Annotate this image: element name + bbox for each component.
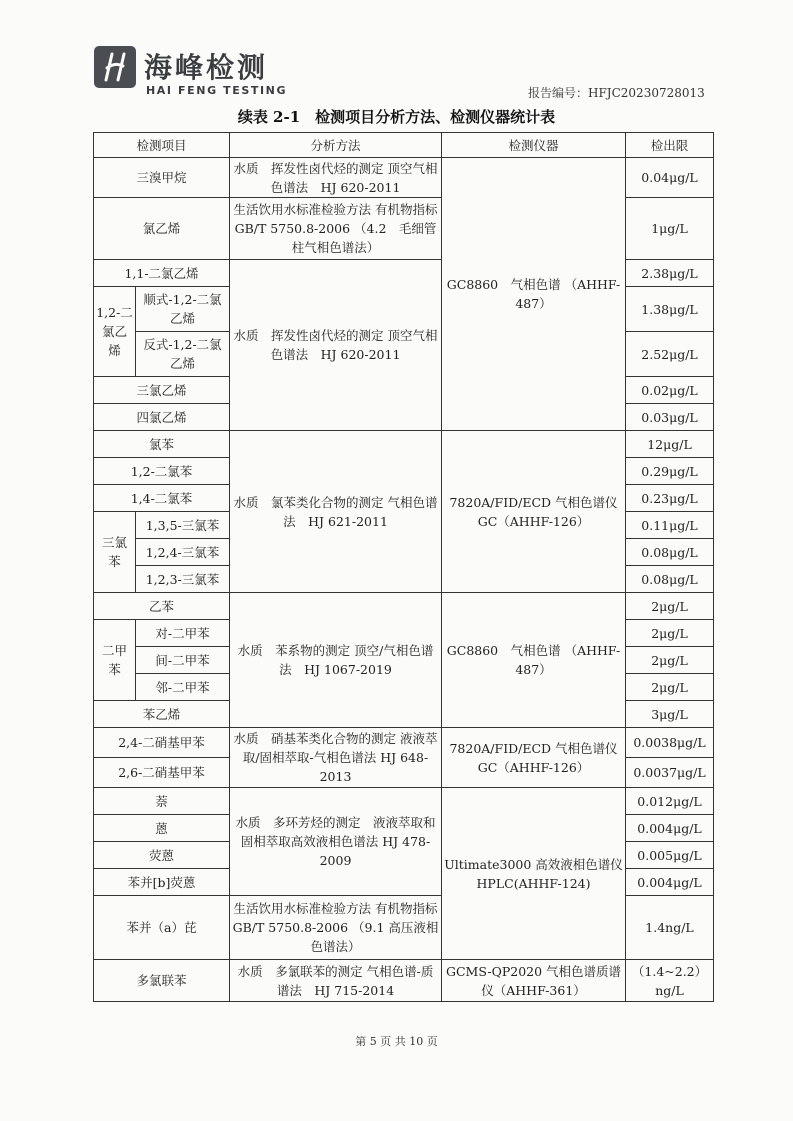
item-cell: 1,3,5-三氯苯 (136, 512, 230, 539)
limit-cell: 0.005μg/L (626, 842, 714, 869)
instrument-cell: 7820A/FID/ECD 气相色谱仪 GC（AHHF-126） (442, 728, 626, 788)
method-cell: 生活饮用水标准检验方法 有机物指标 GB/T 5750.8-2006 （9.1 高压液相色谱法） (230, 896, 442, 960)
report-number: 报告编号：HFJC20230728013 (528, 86, 705, 100)
table-row (94, 593, 714, 620)
item-cell: 三氯乙烯 (94, 377, 230, 404)
limit-cell: 0.0038μg/L (626, 728, 714, 758)
instrument-cell: Ultimate3000 高效液相色谱仪 HPLC(AHHF-124) (442, 788, 626, 960)
table-row (94, 158, 714, 198)
instrument-cell: 7820A/FID/ECD 气相色谱仪 GC（AHHF-126） (442, 431, 626, 593)
item-cell: 顺式-1,2-二氯乙烯 (136, 287, 230, 332)
limit-cell: 2μg/L (626, 620, 714, 647)
instrument-cell: GCMS-QP2020 气相色谱质谱仪（AHHF-361） (442, 960, 626, 1002)
header-limit: 检出限 (626, 133, 714, 158)
limit-cell: 2μg/L (626, 647, 714, 674)
item-cell: 2,6-二硝基甲苯 (94, 758, 230, 788)
instrument-cell: GC8860 气相色谱 （AHHF-487） (442, 158, 626, 431)
item-cell: 四氯乙烯 (94, 404, 230, 431)
item-cell: 1,2-二氯苯 (94, 458, 230, 485)
method-cell: 生活饮用水标准检验方法 有机物指标 GB/T 5750.8-2006 （4.2 毛细管柱气相色谱法） (230, 198, 442, 260)
item-cell: 乙苯 (94, 593, 230, 620)
limit-cell: 0.004μg/L (626, 869, 714, 896)
method-cell: 水质 苯系物的测定 顶空/气相色谱法 HJ 1067-2019 (230, 593, 442, 728)
item-cell: 2,4-二硝基甲苯 (94, 728, 230, 758)
limit-cell: 2.52μg/L (626, 332, 714, 377)
item-cell: 萘 (94, 788, 230, 815)
item-cell: 对-二甲苯 (136, 620, 230, 647)
group-cell: 二甲苯 (94, 620, 136, 701)
limit-cell: 0.0037μg/L (626, 758, 714, 788)
item-cell: 1,4-二氯苯 (94, 485, 230, 512)
limit-cell: （1.4~2.2） ng/L (626, 960, 714, 1002)
item-cell: 苯并[b]荧蒽 (94, 869, 230, 896)
limit-cell: 0.08μg/L (626, 566, 714, 593)
limit-cell: 0.11μg/L (626, 512, 714, 539)
logo-english-text: HAI FENG TESTING (146, 84, 288, 97)
item-cell: 1,2,3-三氯苯 (136, 566, 230, 593)
item-cell: 1,1-二氯乙烯 (94, 260, 230, 287)
limit-cell: 3μg/L (626, 701, 714, 728)
method-cell: 水质 氯苯类化合物的测定 气相色谱法 HJ 621-2011 (230, 431, 442, 593)
limit-cell: 0.03μg/L (626, 404, 714, 431)
limit-cell: 0.23μg/L (626, 485, 714, 512)
item-cell: 间-二甲苯 (136, 647, 230, 674)
logo-chinese-text: 海峰检测 (144, 51, 269, 84)
limit-cell: 0.004μg/L (626, 815, 714, 842)
table-row (94, 960, 714, 1002)
item-cell: 邻-二甲苯 (136, 674, 230, 701)
item-cell: 1,2,4-三氯苯 (136, 539, 230, 566)
header-instrument: 检测仪器 (442, 133, 626, 158)
limit-cell: 12μg/L (626, 431, 714, 458)
item-cell: 荧蒽 (94, 842, 230, 869)
limit-cell: 2μg/L (626, 593, 714, 620)
header-method: 分析方法 (230, 133, 442, 158)
header-item: 检测项目 (94, 133, 230, 158)
item-cell: 氯乙烯 (94, 198, 230, 260)
logo-h-emblem-icon (92, 44, 138, 90)
table-row (94, 431, 714, 458)
limit-cell: 1.38μg/L (626, 287, 714, 332)
table-row (94, 788, 714, 815)
item-cell: 苯并（a）芘 (94, 896, 230, 960)
method-cell: 水质 硝基苯类化合物的测定 液液萃取/固相萃取-气相色谱法 HJ 648-2013 (230, 728, 442, 788)
limit-cell: 0.29μg/L (626, 458, 714, 485)
limit-cell: 0.04μg/L (626, 158, 714, 198)
method-cell: 水质 挥发性卤代烃的测定 顶空气相色谱法 HJ 620-2011 (230, 260, 442, 431)
item-cell: 苯乙烯 (94, 701, 230, 728)
group-cell: 1,2-二氯乙烯 (94, 287, 136, 377)
item-cell: 氯苯 (94, 431, 230, 458)
item-cell: 多氯联苯 (94, 960, 230, 1002)
limit-cell: 2.38μg/L (626, 260, 714, 287)
page-footer: 第 5 页 共 10 页 (355, 1035, 438, 1048)
item-cell: 三溴甲烷 (94, 158, 230, 198)
limit-cell: 2μg/L (626, 674, 714, 701)
method-cell: 水质 多氯联苯的测定 气相色谱-质谱法 HJ 715-2014 (230, 960, 442, 1002)
table-row (94, 728, 714, 758)
limit-cell: 1.4ng/L (626, 896, 714, 960)
limit-cell: 0.02μg/L (626, 377, 714, 404)
limit-cell: 0.08μg/L (626, 539, 714, 566)
instrument-cell: GC8860 气相色谱 （AHHF-487） (442, 593, 626, 728)
item-cell: 蒽 (94, 815, 230, 842)
group-cell: 三氯苯 (94, 512, 136, 593)
method-cell: 水质 挥发性卤代烃的测定 顶空气相色谱法 HJ 620-2011 (230, 158, 442, 198)
company-logo (92, 44, 292, 102)
limit-cell: 1μg/L (626, 198, 714, 260)
method-instrument-table (93, 132, 714, 1002)
method-cell: 水质 多环芳烃的测定 液液萃取和固相萃取高效液相色谱法 HJ 478-2009 (230, 788, 442, 896)
table-header-row (94, 133, 714, 158)
limit-cell: 0.012μg/L (626, 788, 714, 815)
page-title: 续表 2-1 检测项目分析方法、检测仪器统计表 (237, 108, 556, 126)
item-cell: 反式-1,2-二氯乙烯 (136, 332, 230, 377)
